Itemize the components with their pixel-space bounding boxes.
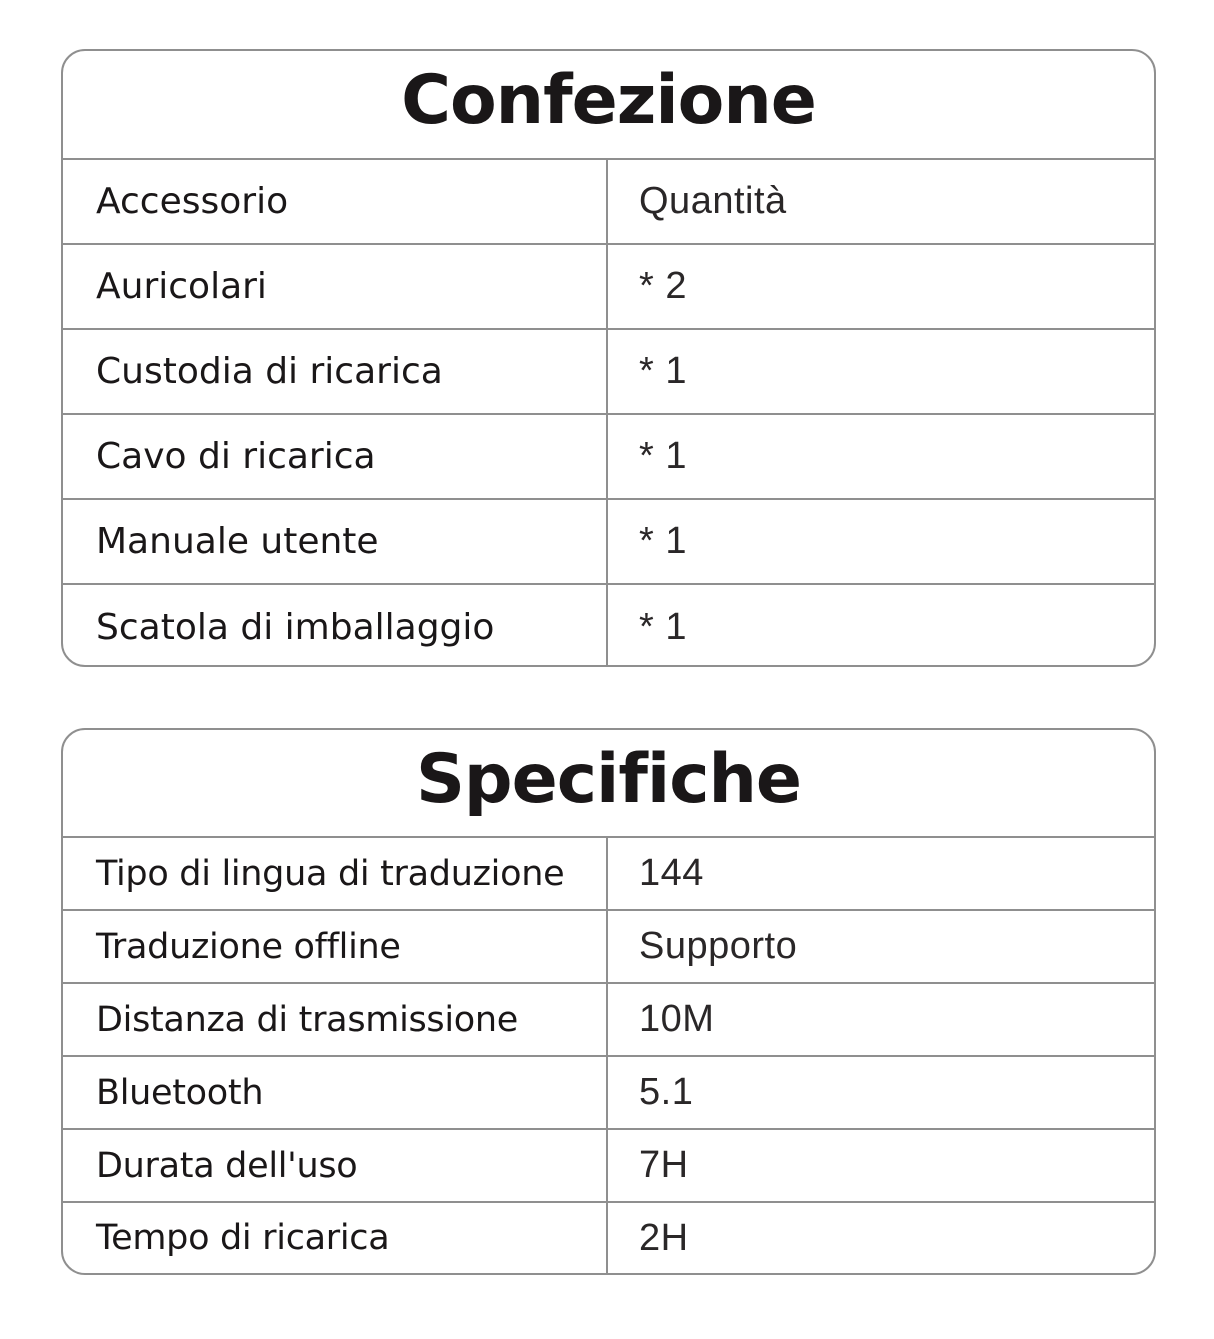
table-row bbox=[63, 415, 1154, 500]
table-row bbox=[63, 984, 1154, 1057]
spec-value: 2H bbox=[639, 1216, 689, 1259]
table-row bbox=[63, 911, 1154, 984]
spec-name: Tempo di ricarica bbox=[63, 1203, 608, 1273]
accessory-quantity: * 2 bbox=[639, 265, 687, 307]
table-row bbox=[63, 1057, 1154, 1130]
spec-value: 7H bbox=[639, 1144, 689, 1186]
spec-value: 5.1 bbox=[639, 1071, 694, 1113]
spec-value: Supporto bbox=[639, 925, 798, 967]
accessory-quantity: * 1 bbox=[639, 350, 687, 392]
accessory-name: Auricolari bbox=[63, 245, 608, 328]
spec-value: 10M bbox=[639, 998, 715, 1040]
table-row bbox=[63, 330, 1154, 415]
spec-name: Durata dell'uso bbox=[63, 1130, 608, 1201]
package-contents-table bbox=[61, 49, 1156, 667]
accessory-quantity: * 1 bbox=[639, 435, 687, 477]
table-row bbox=[63, 500, 1154, 585]
accessory-quantity: * 1 bbox=[639, 605, 687, 648]
spec-name: Traduzione offline bbox=[63, 911, 608, 982]
table-row bbox=[63, 1130, 1154, 1203]
spec-name: Tipo di lingua di traduzione bbox=[63, 838, 608, 909]
table-header-row bbox=[63, 160, 1154, 245]
accessory-name: Cavo di ricarica bbox=[63, 415, 608, 498]
accessory-quantity: * 1 bbox=[639, 520, 687, 562]
accessory-name: Manuale utente bbox=[63, 500, 608, 583]
specs-title: Specifiche bbox=[63, 730, 1154, 838]
spec-value: 144 bbox=[639, 852, 704, 894]
column-header-quantity: Quantità bbox=[639, 180, 787, 222]
table-row bbox=[63, 585, 1154, 667]
accessory-name: Scatola di imballaggio bbox=[63, 585, 608, 667]
table-row bbox=[63, 838, 1154, 911]
accessory-name: Custodia di ricarica bbox=[63, 330, 608, 413]
package-title: Confezione bbox=[63, 51, 1154, 160]
specifications-table bbox=[61, 728, 1156, 1275]
column-header-accessory: Accessorio bbox=[63, 160, 608, 243]
spec-name: Distanza di trasmissione bbox=[63, 984, 608, 1055]
table-row bbox=[63, 245, 1154, 330]
table-row bbox=[63, 1203, 1154, 1273]
spec-name: Bluetooth bbox=[63, 1057, 608, 1128]
